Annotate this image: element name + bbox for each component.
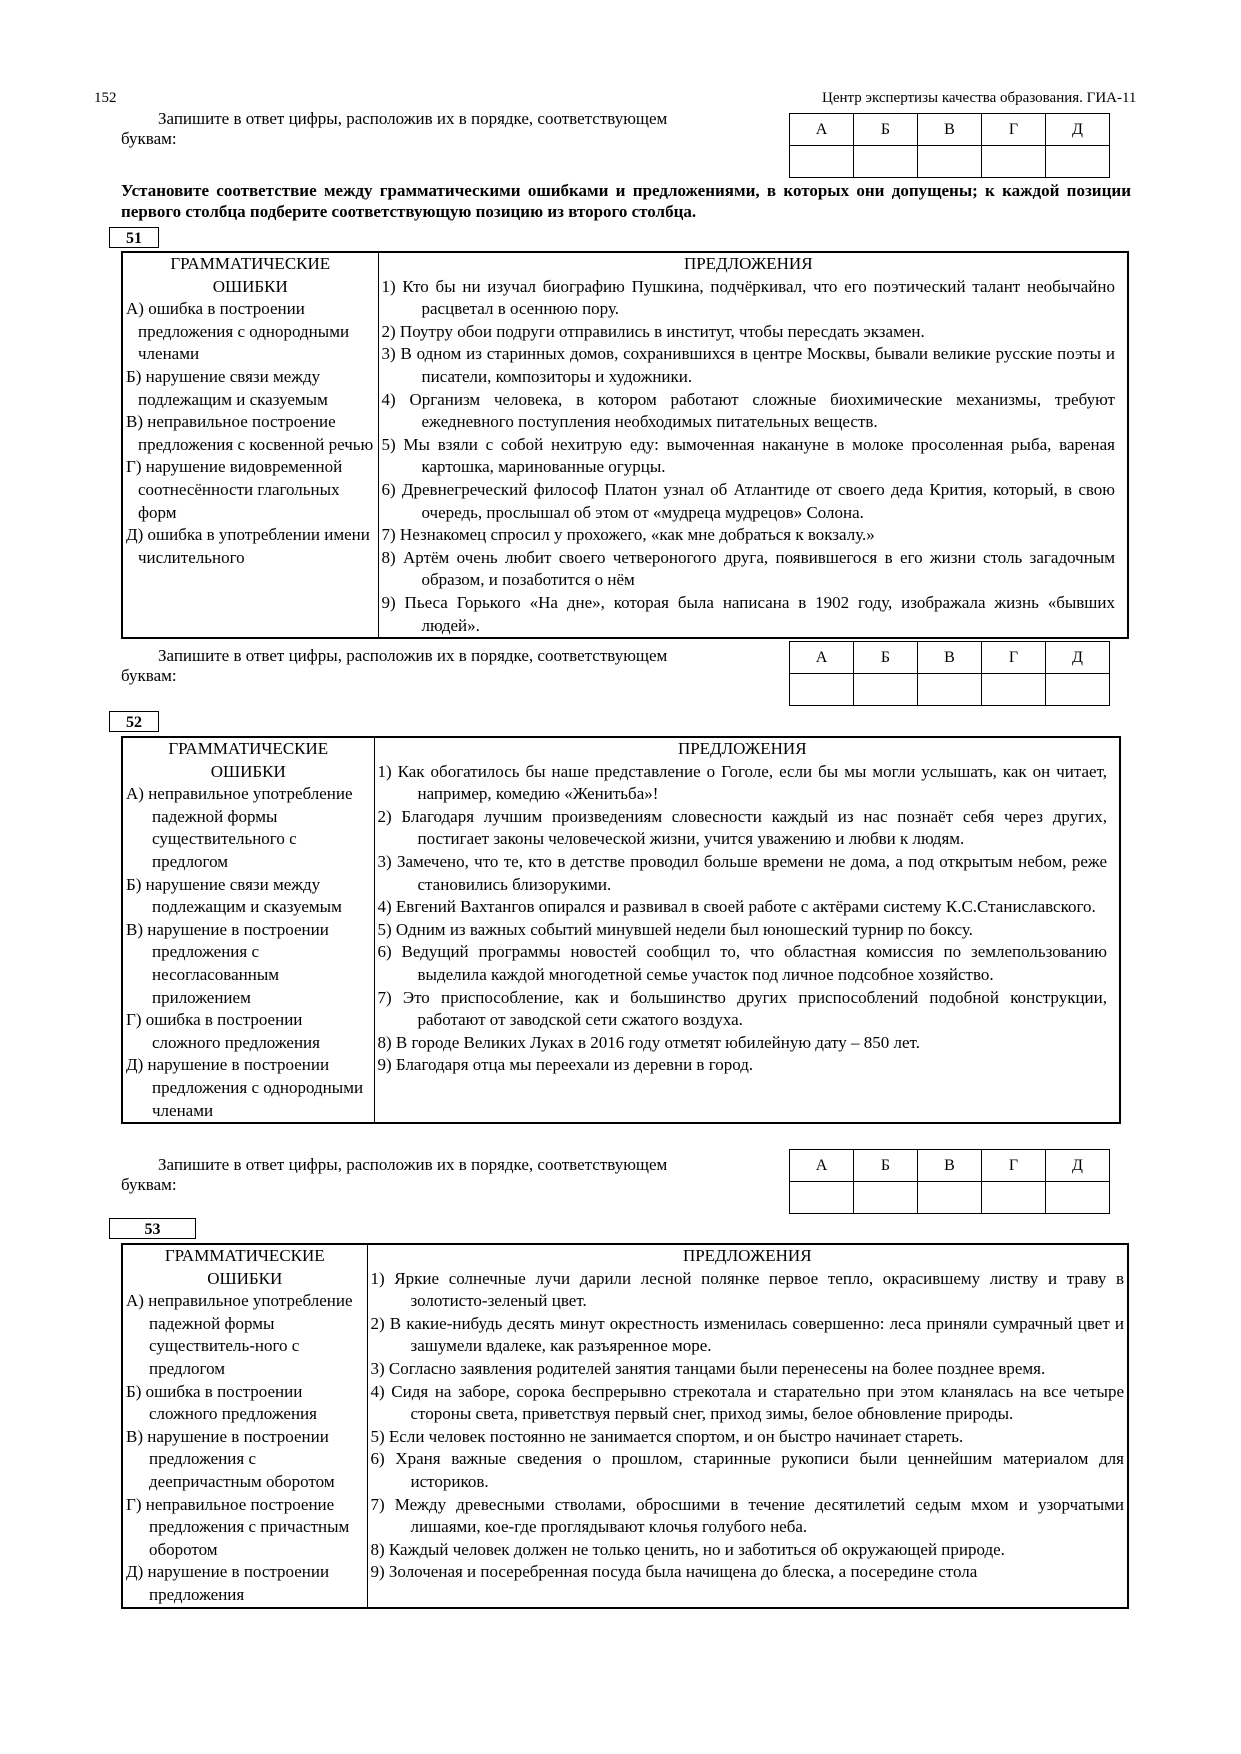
sentence-item: 4) Организм человека, в котором работают сложные биохимические механизмы, требуют ежедневного поступления необходимых питательных веществ. <box>381 389 1115 432</box>
page-number: 152 <box>94 90 117 106</box>
answer-letter-a: А <box>790 1150 854 1182</box>
answer-letter-d: Д <box>1046 642 1110 674</box>
answer-letter-g: Г <box>982 114 1046 146</box>
answer-instruction-line2: буквам: <box>121 666 177 685</box>
sentences-header: ПРЕДЛОЖЕНИЯ <box>683 254 813 273</box>
errors-header: ГРАММАТИЧЕСКИЕ ОШИБКИ <box>168 739 329 781</box>
answer-cell[interactable] <box>790 146 854 178</box>
answer-letter-g: Г <box>982 642 1046 674</box>
sentences-column <box>378 252 1128 638</box>
answer-cell[interactable] <box>854 674 918 706</box>
sentence-item: 9) Благодаря отца мы переехали из деревни в город. <box>377 1055 754 1075</box>
answer-instruction-line1: Запишите в ответ цифры, расположив их в порядке, соответствующем <box>158 1155 668 1174</box>
sentence-item: 4) Евгений Вахтангов опирался и развивал в своей работе с актёрами систему К.С.Станиславского. <box>377 897 1096 917</box>
error-item: Б) ошибка в построении сложного предложения <box>126 1381 317 1424</box>
answer-letter-d: Д <box>1046 1150 1110 1182</box>
answer-cell[interactable] <box>1046 1182 1110 1214</box>
answer-instruction-line1: Запишите в ответ цифры, расположив их в порядке, соответствующем <box>158 646 668 665</box>
sentence-item: 6) Ведущий программы новостей сообщил то, что областная комиссия по землепользованию выделила каждой многодетной семье участок под личное подсобное хозяйство. <box>377 942 1107 984</box>
error-item: Д) нарушение в построении предложения с однородными членами <box>126 1055 364 1120</box>
answer-grid <box>789 1149 1110 1214</box>
answer-cell[interactable] <box>1046 146 1110 178</box>
answer-instruction <box>121 646 801 686</box>
answer-cell[interactable] <box>854 146 918 178</box>
sentence-item: 7) Незнакомец спросил у прохожего, «как мне добраться к вокзалу.» <box>381 525 875 545</box>
answer-cell[interactable] <box>918 146 982 178</box>
sentence-item: 5) Одним из важных событий минувшей недели был юношеский турнир по боксу. <box>377 919 973 939</box>
sentence-item: 2) В какие-нибудь десять минут окрестность изменилась совершенно: леса приняли сумрачный цвет и зашумели вдалеке, как разъяренное море. <box>370 1313 1124 1356</box>
sentence-item: 8) Каждый человек должен не только ценить, но и заботиться об окружающей природе. <box>370 1539 1005 1559</box>
answer-cell[interactable] <box>982 674 1046 706</box>
answer-cell[interactable] <box>918 1182 982 1214</box>
error-item: А) неправильное употребление падежной формы существительного с предлогом <box>126 784 353 871</box>
sentences-header: ПРЕДЛОЖЕНИЯ <box>677 739 807 758</box>
answer-instruction-line2: буквам: <box>121 129 177 148</box>
answer-cell[interactable] <box>854 1182 918 1214</box>
sentence-item: 1) Яркие солнечные лучи дарили лесной полянке первое тепло, окрасившему листву и траву в золотисто-зеленый цвет. <box>370 1268 1124 1311</box>
sentence-item: 5) Мы взяли с собой нехитрую еду: вымоченная накануне в молоке просоленная рыба, вареная картошка, маринованные огурцы. <box>381 434 1115 477</box>
errors-column <box>122 1244 367 1608</box>
sentence-item: 1) Кто бы ни изучал биографию Пушкина, подчёркивал, что его поэтический талант необычайно расцветал в осеннюю пору. <box>381 276 1115 319</box>
answer-letter-v: В <box>918 114 982 146</box>
page-header: Центр экспертизы качества образования. ГИА-11 <box>822 90 1137 106</box>
answer-letter-b: Б <box>854 114 918 146</box>
answer-letter-a: А <box>790 114 854 146</box>
answer-letter-b: Б <box>854 642 918 674</box>
error-item: А) неправильное употребление падежной формы существитель-ного с предлогом <box>126 1291 353 1378</box>
error-item: Д) нарушение в построении предложения <box>126 1562 330 1604</box>
answer-cell[interactable] <box>982 1182 1046 1214</box>
error-item: Г) неправильное построение предложения с причастным оборотом <box>126 1494 350 1559</box>
sentence-item: 1) Как обогатилось бы наше представление о Гоголе, если бы мы могли услышать, как он читает, например, комедию «Женитьба»! <box>377 761 1107 804</box>
answer-instruction <box>121 1155 801 1195</box>
answer-instruction-line1: Запишите в ответ цифры, расположив их в порядке, соответствующем <box>158 109 668 128</box>
task-instruction: Установите соответствие между грамматическими ошибками и предложениями, в которых они допущены; к каждой позиции первого столбца подберите соответствующую позицию из второго столбца. <box>121 181 1131 221</box>
sentence-item: 3) Замечено, что те, кто в детстве проводил больше времени не дома, а под открытым небом, реже становились близорукими. <box>377 851 1107 894</box>
error-item: А) ошибка в построении предложения с однородными членами <box>126 299 350 364</box>
sentence-item: 3) В одном из старинных домов, сохранившихся в центре Москвы, бывали великие русские поэты и писатели, композиторы и художники. <box>381 344 1115 386</box>
answer-letter-v: В <box>918 1150 982 1182</box>
sentence-item: 5) Если человек постоянно не занимается спортом, и он быстро начинает стареть. <box>370 1426 964 1446</box>
answer-letter-a: А <box>790 642 854 674</box>
error-item: Б) нарушение связи между подлежащим и сказуемым <box>126 874 342 917</box>
answer-instruction-line2: буквам: <box>121 1175 177 1194</box>
answer-cell[interactable] <box>790 674 854 706</box>
errors-header: ГРАММАТИЧЕСКИЕ ОШИБКИ <box>164 1246 325 1288</box>
answer-letter-g: Г <box>982 1150 1046 1182</box>
sentence-item: 6) Древнегреческий философ Платон узнал об Атлантиде от своего деда Крития, который, в свою очередь, прослышал об этом от «мудреца мудрецов» Солона. <box>381 479 1115 522</box>
error-item: Г) ошибка в построении сложного предложения <box>126 1010 320 1052</box>
answer-grid <box>789 113 1110 178</box>
answer-cell[interactable] <box>982 146 1046 178</box>
sentences-column <box>374 737 1120 1123</box>
errors-column <box>122 252 378 638</box>
sentence-item: 4) Сидя на заборе, сорока беспрерывно стрекотала и старательно при этом кланялась на все четыре стороны света, приветствуя первый снег, приход зимы, белое обновление природы. <box>370 1381 1124 1424</box>
answer-cell[interactable] <box>918 674 982 706</box>
errors-header: ГРАММАТИЧЕСКИЕ ОШИБКИ <box>170 254 331 296</box>
error-item: В) нарушение в построении предложения с деепричастным оборотом <box>126 1426 335 1491</box>
error-item: Г) нарушение видовременной соотнесённости глагольных форм <box>126 457 343 522</box>
sentence-item: 6) Храня важные сведения о прошлом, старинные рукописи были ценнейшим материалом для историков. <box>370 1449 1124 1491</box>
answer-cell[interactable] <box>790 1182 854 1214</box>
error-item: В) неправильное построение предложения с косвенной речью <box>126 412 374 454</box>
sentence-item: 7) Это приспособление, как и большинство других приспособлений подобной конструкции, работают от заводской сети сжатого воздуха. <box>377 987 1107 1030</box>
sentence-item: 8) В городе Великих Луках в 2016 году отметят юбилейную дату – 850 лет. <box>377 1032 920 1052</box>
error-item: Д) ошибка в употреблении имени числительного <box>126 525 370 567</box>
answer-letter-b: Б <box>854 1150 918 1182</box>
sentence-item: 3) Согласно заявления родителей занятия танцами были перенесены на более позднее время. <box>370 1358 1046 1378</box>
sentence-item: 9) Пьеса Горького «На дне», которая была написана в 1902 году, изображала жизнь «бывших людей». <box>381 592 1115 635</box>
answer-letter-d: Д <box>1046 114 1110 146</box>
sentences-column <box>367 1244 1128 1608</box>
errors-column <box>122 737 374 1123</box>
answer-instruction <box>121 109 801 149</box>
answer-letter-v: В <box>918 642 982 674</box>
sentence-item: 8) Артём очень любит своего четвероногого друга, появившегося в его жизни столь загадочным образом, и позаботится о нём <box>381 547 1115 590</box>
task-table-51 <box>121 251 1129 639</box>
answer-grid <box>789 641 1110 706</box>
error-item: Б) нарушение связи между подлежащим и сказуемым <box>126 366 328 409</box>
task-number: 52 <box>109 711 159 732</box>
task-table-52 <box>121 736 1121 1124</box>
task-number: 53 <box>109 1218 196 1239</box>
sentence-item: 9) Золоченая и посеребренная посуда была начищена до блеска, а посередине стола <box>370 1562 978 1582</box>
task-number: 51 <box>109 227 159 248</box>
sentences-header: ПРЕДЛОЖЕНИЯ <box>682 1246 812 1265</box>
answer-cell[interactable] <box>1046 674 1110 706</box>
sentence-item: 7) Между древесными стволами, обросшими в течение десятилетий седым мхом и узорчатыми лишаями, кое-где проглядывают клочья голубого неба. <box>370 1494 1124 1537</box>
task-table-53 <box>121 1243 1129 1609</box>
sentence-item: 2) Благодаря лучшим произведениям словесности каждый из нас познаёт себя через других, постигает законы человеческой жизни, учится уважению и любви к людям. <box>377 806 1107 849</box>
error-item: В) нарушение в построении предложения с несогласованным приложением <box>126 919 329 1007</box>
sentence-item: 2) Поутру обои подруги отправились в институт, чтобы пересдать экзамен. <box>381 321 925 341</box>
